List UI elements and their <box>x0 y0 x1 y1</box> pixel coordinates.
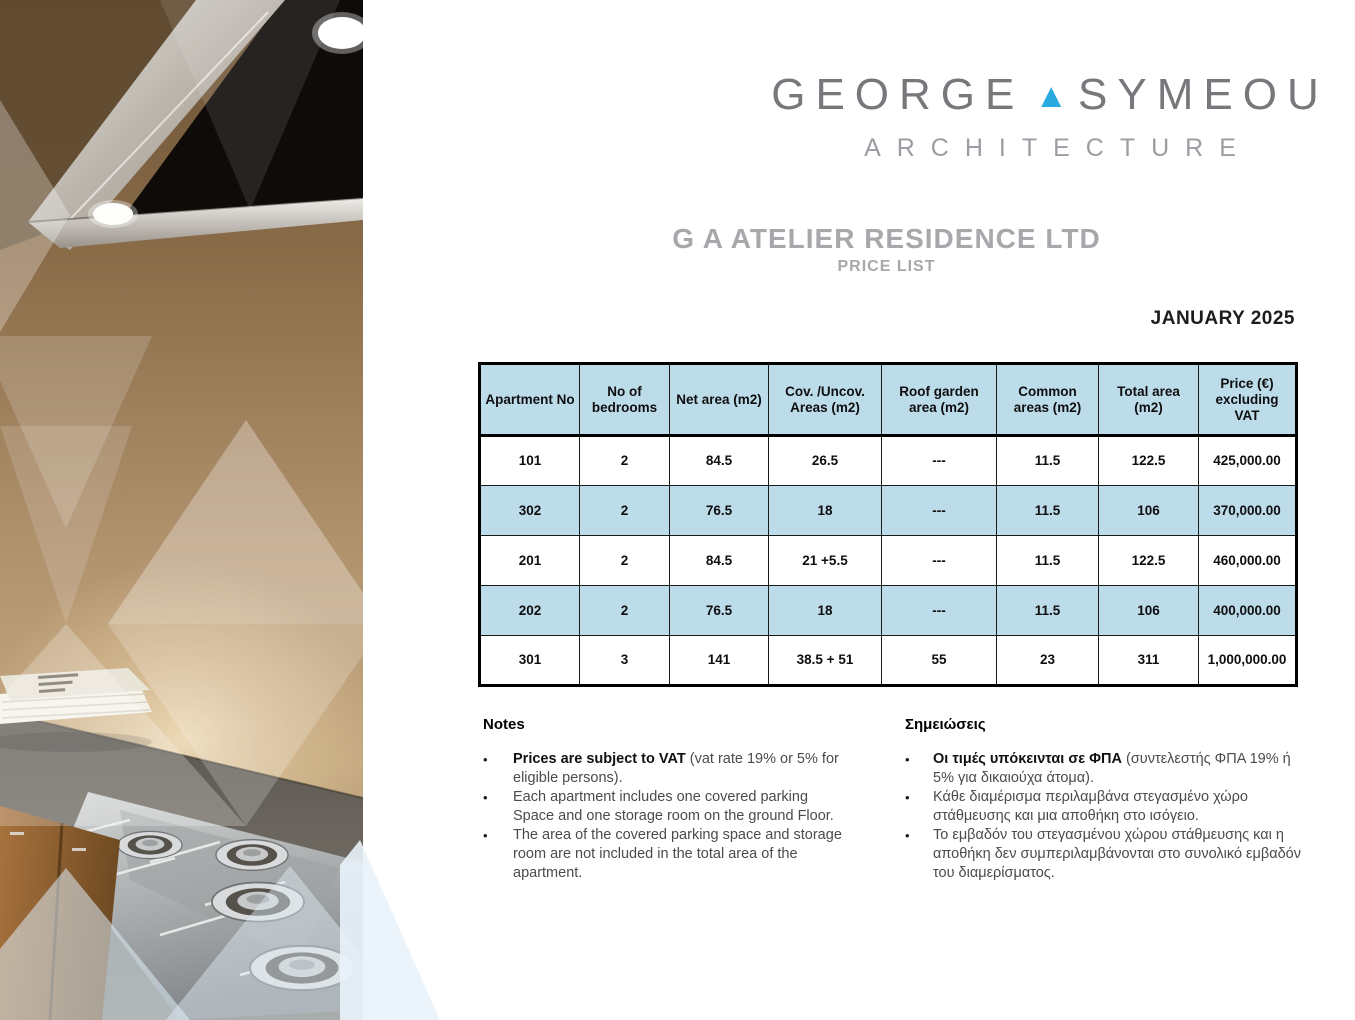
table-cell: 11.5 <box>997 536 1099 586</box>
table-cell: 55 <box>882 636 997 686</box>
table-cell: 2 <box>580 486 670 536</box>
bullet-icon: • <box>905 790 910 805</box>
note-bullet-item <box>483 750 851 788</box>
table-cell: 3 <box>580 636 670 686</box>
notes-english <box>483 716 851 883</box>
table-cell: 2 <box>580 436 670 486</box>
bullet-icon: • <box>905 752 910 767</box>
table-cell: 84.5 <box>670 436 769 486</box>
header-cell: Common areas (m2) <box>997 364 1099 436</box>
table-cell: 400,000.00 <box>1199 586 1297 636</box>
table-cell: 106 <box>1099 586 1199 636</box>
table-cell: 202 <box>480 586 580 636</box>
table-cell: 106 <box>1099 486 1199 536</box>
table-row <box>480 486 1297 536</box>
page-subtitle: PRICE LIST <box>837 258 936 275</box>
table-cell: 122.5 <box>1099 536 1199 586</box>
bullet-icon: • <box>483 752 488 767</box>
table-cell: 302 <box>480 486 580 536</box>
bullet-icon: • <box>905 828 910 843</box>
table-cell: 301 <box>480 636 580 686</box>
table-cell: 2 <box>580 586 670 636</box>
price-table <box>478 362 1298 687</box>
bullet-icon: • <box>483 828 488 843</box>
note-text: Οι τιμές υπόκεινται σε ΦΠΑ (συντελεστής ΦΠΑ 19% ή 5% για δικαιούχα άτομα). <box>933 751 1291 786</box>
logo-triangle-icon: ▲ <box>1034 77 1069 115</box>
table-row <box>480 636 1297 686</box>
table-cell: --- <box>882 486 997 536</box>
brand-name <box>770 70 1330 120</box>
page-title: G A ATELIER RESIDENCE LTD <box>672 223 1101 254</box>
table-cell: 21 +5.5 <box>769 536 882 586</box>
table-cell: --- <box>882 436 997 486</box>
brand-subtitle: ARCHITECTURE <box>864 134 1252 162</box>
table-cell: 11.5 <box>997 486 1099 536</box>
note-bullet-item <box>905 750 1313 788</box>
table-cell: 425,000.00 <box>1199 436 1297 486</box>
note-text: Prices are subject to VAT (vat rate 19% or 5% for eligible persons). <box>513 751 839 786</box>
note-bullet-item <box>905 826 1313 883</box>
table-header-row <box>480 364 1297 436</box>
table-cell: 311 <box>1099 636 1199 686</box>
note-text: The area of the covered parking space and storage room are not included in the total area of the apartment. <box>513 827 842 881</box>
table-row <box>480 586 1297 636</box>
table-cell: 201 <box>480 536 580 586</box>
table-cell: 2 <box>580 536 670 586</box>
table-cell: 101 <box>480 436 580 486</box>
note-text: Each apartment includes one covered parking Space and one storage room on the ground Floor. <box>513 789 834 824</box>
table-cell: 1,000,000.00 <box>1199 636 1297 686</box>
header-cell: Roof garden area (m2) <box>882 364 997 436</box>
table-cell: 23 <box>997 636 1099 686</box>
note-text: Το εμβαδόν του στεγασμένου χώρου στάθμευσης και η αποθήκη δεν συμπεριλαμβάνονται στο συνολικό εμβαδόν του διαμερίσματος. <box>933 827 1301 881</box>
header-cell: Apartment No <box>480 364 580 436</box>
triangle-accent <box>340 840 470 1020</box>
table-cell: 460,000.00 <box>1199 536 1297 586</box>
table-cell: --- <box>882 586 997 636</box>
notes-greek <box>905 716 1313 883</box>
brand-name-left: GEORGE <box>771 70 1025 119</box>
table-cell: 18 <box>769 486 882 536</box>
table-row <box>480 536 1297 586</box>
table-cell: 122.5 <box>1099 436 1199 486</box>
table-cell: 11.5 <box>997 436 1099 486</box>
note-bullet-item <box>905 788 1313 826</box>
table-cell: 38.5 + 51 <box>769 636 882 686</box>
table-cell: 76.5 <box>670 586 769 636</box>
table-cell: 11.5 <box>997 586 1099 636</box>
table-cell: 18 <box>769 586 882 636</box>
header-cell: Total area (m2) <box>1099 364 1199 436</box>
table-cell: 141 <box>670 636 769 686</box>
table-cell: 370,000.00 <box>1199 486 1297 536</box>
table-cell: 84.5 <box>670 536 769 586</box>
table-cell: 26.5 <box>769 436 882 486</box>
kitchen-photo <box>0 0 363 1020</box>
header-cell: Cov. /Uncov. Areas (m2) <box>769 364 882 436</box>
table-row <box>480 436 1297 486</box>
table-cell: 76.5 <box>670 486 769 536</box>
note-bullet-item <box>483 826 851 883</box>
header-cell: Net area (m2) <box>670 364 769 436</box>
notes-heading: Notes <box>483 716 525 733</box>
note-text: Κάθε διαμέρισμα περιλαμβάνα στεγασμένο χώρο στάθμευσης και μια αποθήκη στο ισόγειο. <box>933 789 1248 824</box>
table-cell: --- <box>882 536 997 586</box>
header-cell: No of bedrooms <box>580 364 670 436</box>
brand-name-right: SYMEOU <box>1078 70 1329 119</box>
bullet-icon: • <box>483 790 488 805</box>
header-cell: Price (€) excluding VAT <box>1199 364 1297 436</box>
brand-logo <box>770 70 1330 163</box>
date-label: JANUARY 2025 <box>1150 308 1295 329</box>
notes-heading: Σημειώσεις <box>905 716 986 733</box>
note-bullet-item <box>483 788 851 826</box>
